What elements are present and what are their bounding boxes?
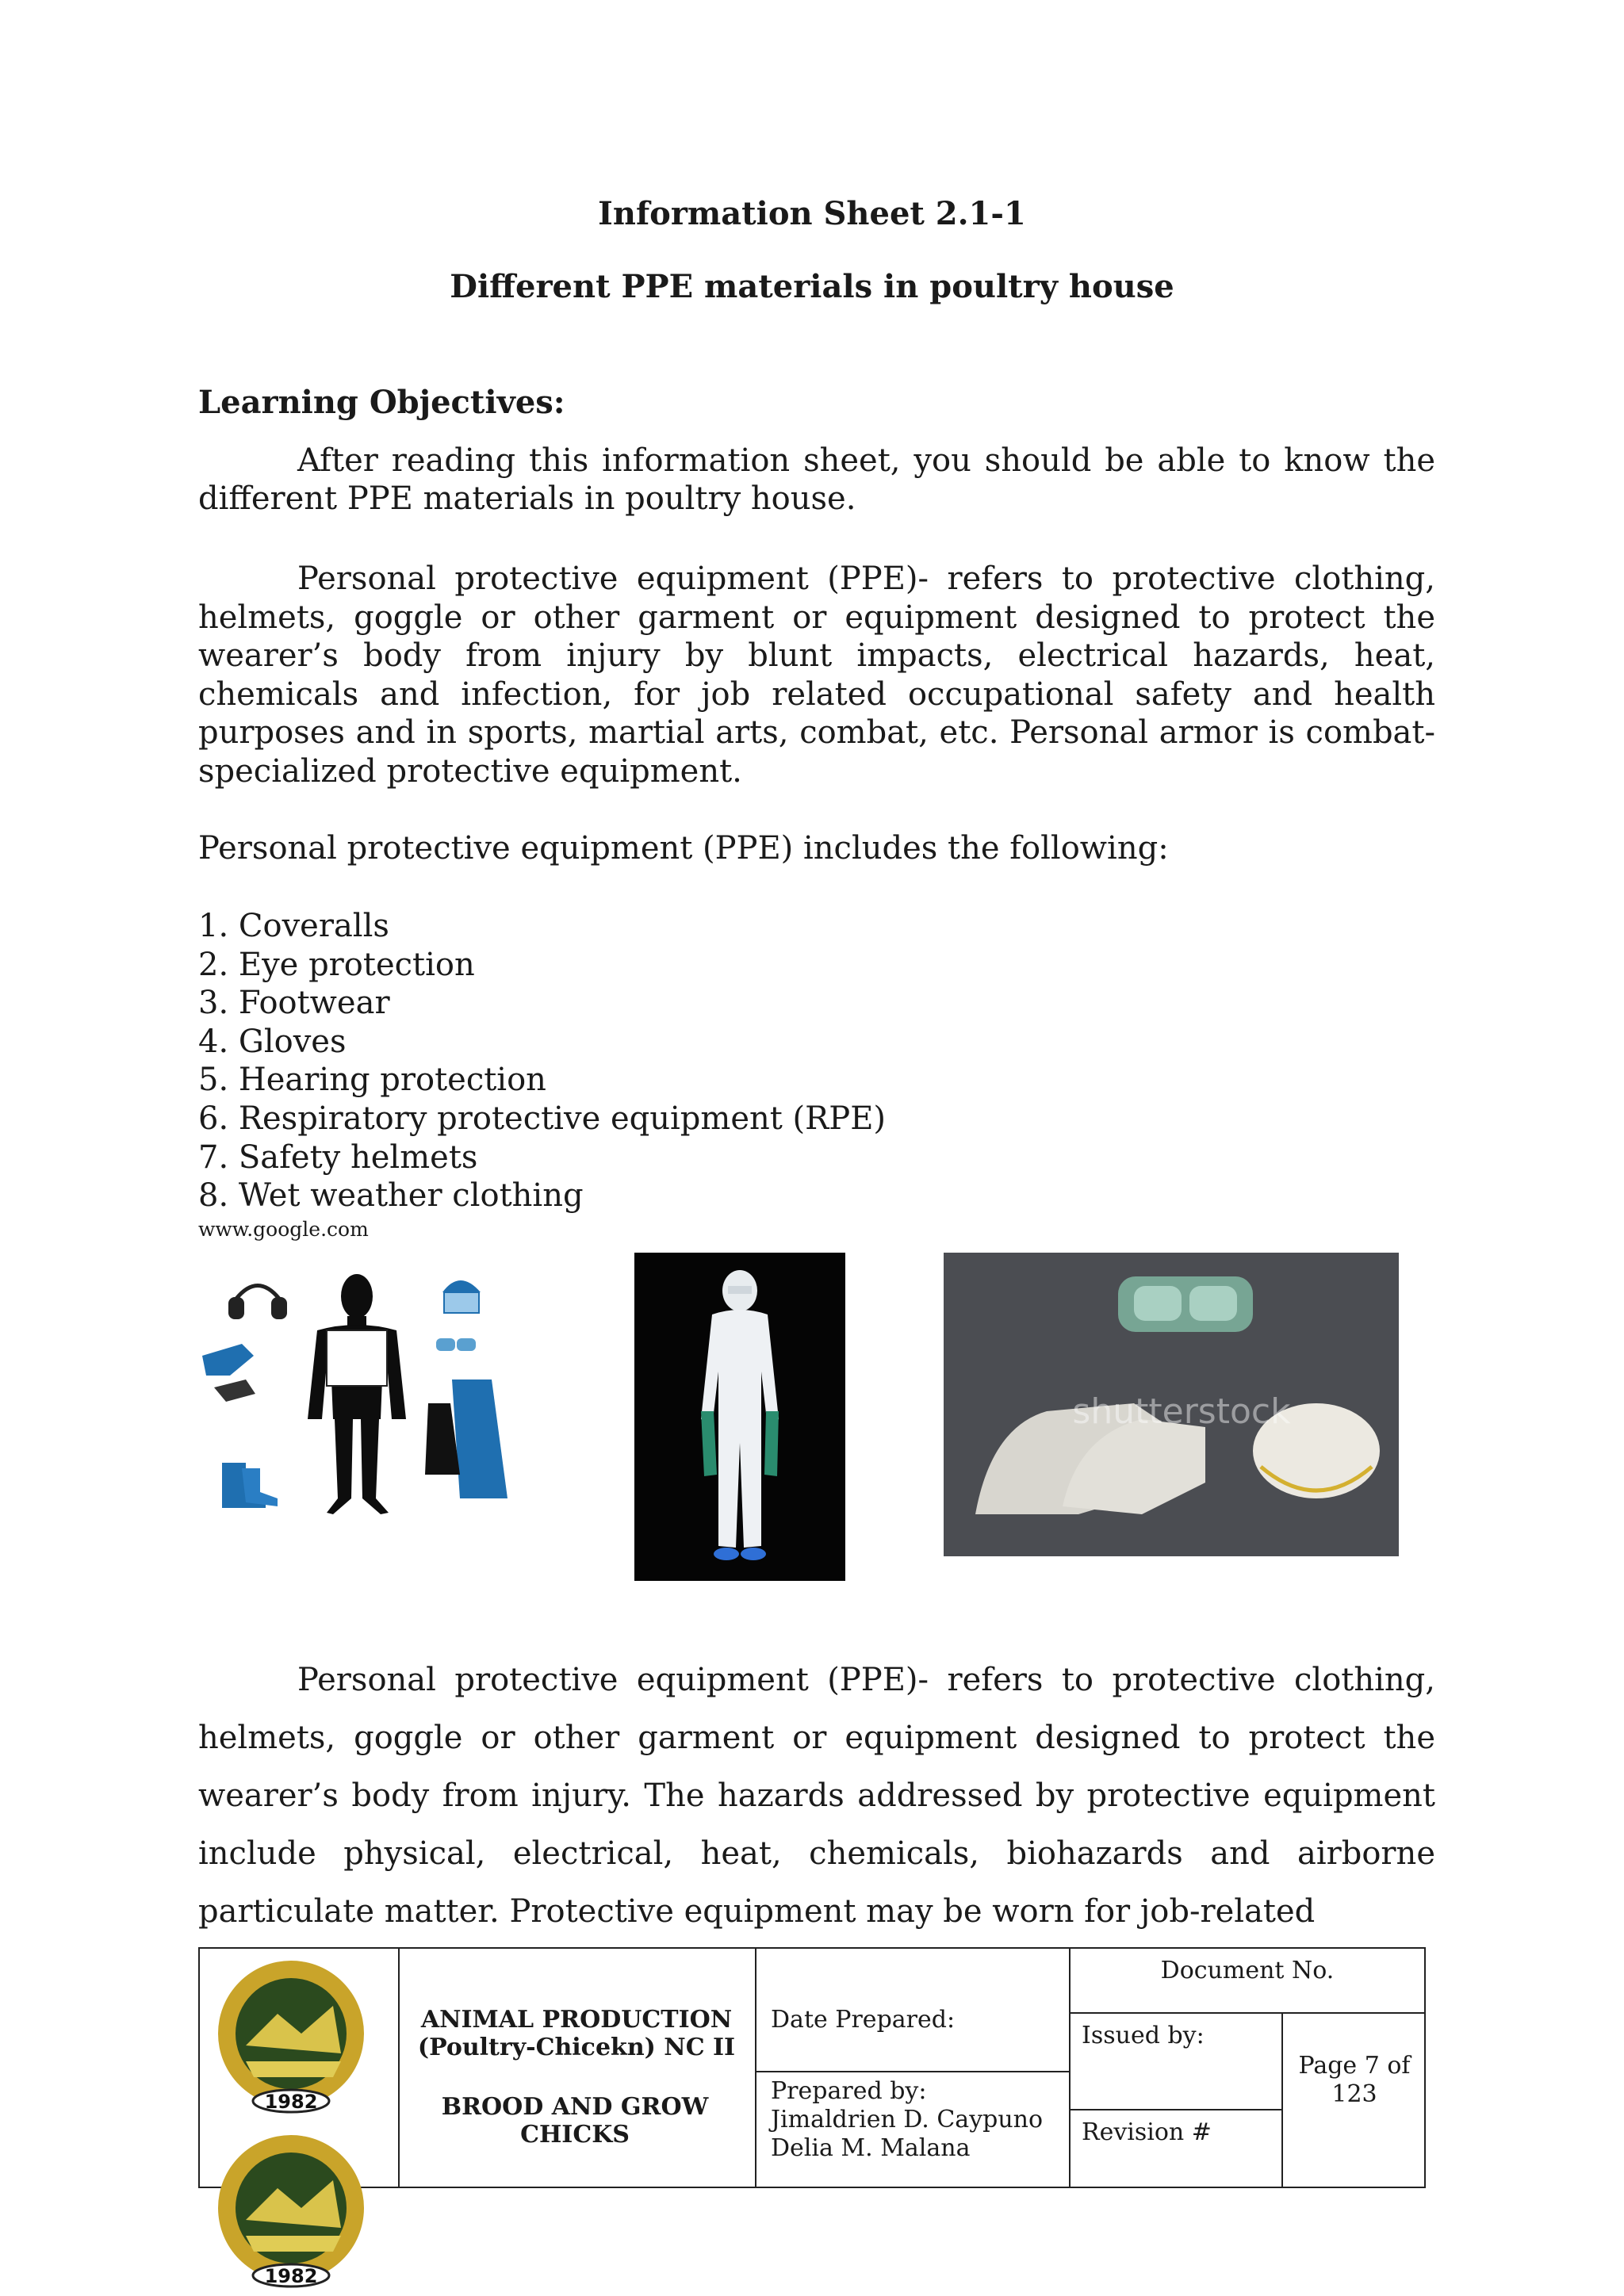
list-item: 6. Respiratory protective equipment (RPE) <box>198 1100 886 1137</box>
page-title: Information Sheet 2.1-1 <box>598 195 1026 232</box>
goggles-icon <box>436 1338 476 1351</box>
helmet-icon <box>442 1280 481 1292</box>
school-seal-logo-2 <box>214 2133 369 2294</box>
list-item: 1. Coveralls <box>198 908 389 944</box>
school-seal-logo <box>214 1958 369 2120</box>
ppe-items-photo-image <box>944 1253 1399 1556</box>
prepared-by-label: Prepared by: <box>771 2077 927 2105</box>
preparer-name-2: Delia M. Malana <box>771 2134 971 2162</box>
source-link[interactable]: www.google.com <box>198 1218 369 1241</box>
preparer-name-1: Jimaldrien D. Caypuno <box>771 2106 1044 2133</box>
date-prepared-label: Date Prepared: <box>771 2006 956 2034</box>
revision-label: Revision # <box>1082 2118 1212 2146</box>
list-item: 2. Eye protection <box>198 946 475 983</box>
program-title: ANIMAL PRODUCTION (Poultry-Chicekn) NC II <box>417 2006 736 2061</box>
body-silhouette-icon <box>308 1274 406 1514</box>
list-item: 3. Footwear <box>198 985 390 1022</box>
ppe-list <box>198 907 886 1215</box>
svg-text:1982: 1982 <box>264 2265 318 2287</box>
glove-icon <box>202 1344 254 1376</box>
issued-by-label: Issued by: <box>1082 2022 1205 2049</box>
apron-icon <box>452 1380 508 1498</box>
learning-objectives-heading: Learning Objectives: <box>198 384 565 421</box>
list-item: 4. Gloves <box>198 1023 347 1060</box>
image-caption-strip <box>944 1556 1399 1571</box>
list-item: 7. Safety helmets <box>198 1138 478 1176</box>
document-footer-table <box>198 1947 1426 2188</box>
ppe-paragraph-2: Personal protective equipment (PPE)- refers to protective clothing, helmets, goggle or other garment or equipment designed to protect the wearer’s body from injury. The hazards addressed by protective equipment include physical, electrical, heat, chemicals, biohazards and airborne particulate matter. Protective equipment may be worn for job-related <box>198 1662 1435 1930</box>
watermark-text: shutterstock <box>1072 1391 1291 1432</box>
list-item: 5. Hearing protection <box>198 1062 546 1099</box>
page-number: Page 7 of 123 <box>1298 2052 1411 2108</box>
page-subtitle: Different PPE materials in poultry house <box>450 268 1174 305</box>
coverall-photo-image <box>634 1253 845 1581</box>
ppe-definition-paragraph: Personal protective equipment (PPE)- refers to protective clothing, helmets, goggle or other garment or equipment designed to protect the wearer’s body from injury by blunt impacts, electrical hazards, heat, chemicals and infection, for job related occupational safety and health purposes and in sports, martial arts, combat, etc. Personal armor is combat-specialized protective equipment. <box>198 561 1435 790</box>
svg-text:1982: 1982 <box>264 2091 318 2113</box>
ppe-illustration-image <box>198 1261 527 1522</box>
earmuffs-icon <box>228 1286 287 1320</box>
learning-objectives-text: After reading this information sheet, you should be able to know the different PPE materials in poultry house. <box>198 442 1435 517</box>
document-no-label: Document No. <box>1160 1957 1335 1984</box>
module-title: BROOD AND GROW CHICKS <box>441 2093 709 2149</box>
ppe-includes-text: Personal protective equipment (PPE) includes the following: <box>198 830 1169 867</box>
list-item: 8. Wet weather clothing <box>198 1177 584 1215</box>
